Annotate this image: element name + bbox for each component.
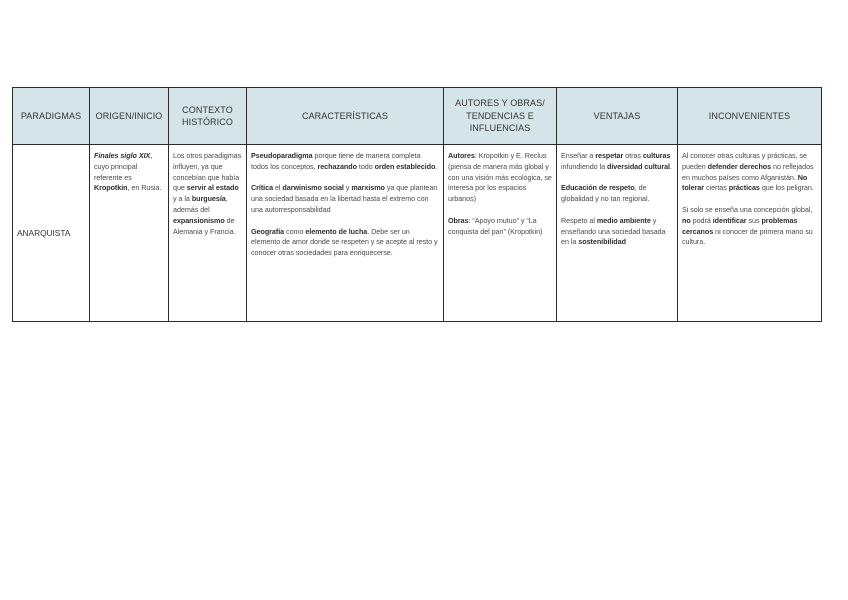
caracteristicas-paragraph-2: Crítica el darwinismo social y marxismo ya que plantean una sociedad basada en la libertad hasta el extremo con una autorresponsabilidad [251,183,438,214]
cell-ventajas [557,145,678,322]
cell-contexto: Los otros paradigmas influyen, ya que concebían que había que servir al estado y a la burguesía, además del expansionismo de Alemania y Francia. [169,145,247,322]
inconvenientes-paragraph-1: Al conocer otras culturas y prácticas, se pueden defender derechos no reflejados en muchos países como Afganistán. No tolerar ciertas prácticas que los peligran. [682,151,814,193]
caracteristicas-paragraph-1: Pseudoparadigma porque tiene de manera completa todos los conceptos, rechazando todo orden establecido. [251,151,438,171]
autores-paragraph-2: Obras: “Apoyo mutuo” y “La conquista del pan” (Kropotkin) [448,215,543,236]
ventajas-paragraph-3: Respeto al medio ambiente y enseñando una sociedad basada en la sostenibilidad [561,215,666,247]
header-row [13,88,822,145]
header-inconvenientes: INCONVENIENTES [678,88,822,145]
cell-autores [444,145,557,322]
inconvenientes-paragraph-2: Si solo se enseña una concepción global, no podrá identificar sus problemas cercanos ni conocer de primera mano su cultura. [682,204,813,247]
ventajas-paragraph-1: Enseñar a respetar otras culturas infundiendo la diversidad cultural. [561,151,672,171]
paradigms-table [12,87,822,322]
header-ventajas: VENTAJAS [557,88,678,145]
header-contexto: CONTEXTO HISTÓRICO [169,88,247,145]
ventajas-paragraph-2: Educación de respeto, de globalidad y no tan regional. [561,183,650,204]
header-caracteristicas: CARACTERÍSTICAS [247,88,444,145]
cell-paradigma: ANARQUISTA [13,145,90,322]
cell-caracteristicas [247,145,444,322]
table-row [13,145,822,322]
caracteristicas-paragraph-3: Geografía como elemento de lucha. Debe ser un elemento de amor donde se respeten y se acepte al resto y conocer otras sociedades para enriquecerse. [251,226,438,258]
cell-inconvenientes [678,145,822,322]
header-autores: AUTORES Y OBRAS/ TENDENCIAS E INFLUENCIAS [444,88,557,145]
header-paradigmas: PARADIGMAS [13,88,90,145]
header-origen: ORIGEN/INICIO [90,88,169,145]
cell-origen: Finales siglo XIX, cuyo principal referente es Kropotkin, en Rusia. [90,145,169,322]
paradigms-table-container [12,87,821,322]
autores-paragraph-1: Autores: Kropotkin y E. Reclus (piensa de manera más global y con una visión más ecológica, se interesa por los espacios urbanos) [448,151,552,204]
